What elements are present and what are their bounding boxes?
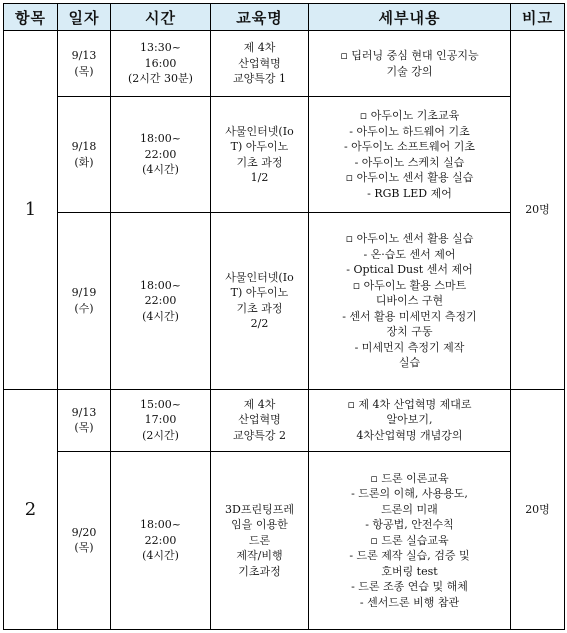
course-line: 기초 과정 (236, 301, 283, 315)
weekday-line: (목) (74, 541, 94, 555)
course-line: 3D프린팅프레 (225, 502, 294, 516)
header-course: 교육명 (211, 4, 309, 31)
detail-line: ▫ 아두이노 센서 활용 실습 (345, 171, 474, 185)
detail-line: - 센서드론 비행 참관 (359, 595, 460, 609)
detail-line: - RGB LED 제어 (367, 186, 452, 200)
course-cell (211, 213, 309, 389)
detail-line: 디바이스 구현 (375, 294, 444, 308)
detail-line: ▫ 드론 실습교육 (370, 533, 449, 547)
details-cell (309, 389, 511, 451)
item-number-cell: 2 (4, 389, 58, 629)
time-line: 22:00 (144, 294, 177, 308)
date-line: 9/20 (71, 525, 97, 539)
table-row (4, 451, 565, 629)
course-line: 1/2 (250, 171, 269, 185)
course-cell (211, 389, 309, 451)
date-cell (58, 389, 111, 451)
course-line: 임을 이용한 (231, 518, 288, 532)
detail-line: 4차산업혁명 개념강의 (356, 428, 463, 442)
detail-line: 실습 (398, 356, 421, 370)
detail-line: - 드론 조종 연습 및 해체 (351, 580, 468, 594)
course-line: 제 4차 (243, 41, 276, 55)
course-line: 제작/비행 (236, 549, 283, 563)
duration-line: (4시간) (142, 309, 179, 323)
details-cell (309, 97, 511, 213)
time-line: 15:00~ (140, 397, 181, 411)
duration-line: (2시간) (142, 428, 179, 442)
time-cell (111, 31, 211, 97)
details-cell (309, 213, 511, 389)
duration-line: (4시간) (142, 549, 179, 563)
table-row (4, 97, 565, 213)
time-line: 22:00 (144, 533, 177, 547)
detail-line: ▫ 아두이노 기초교육 (359, 109, 460, 123)
detail-line: 호버링 test (381, 564, 438, 578)
duration-line: (2시간 30분) (128, 72, 193, 86)
course-line: 교양특강 2 (233, 428, 286, 442)
date-cell (58, 451, 111, 629)
date-cell (58, 213, 111, 389)
table-row (4, 213, 565, 389)
item-number-cell: 1 (4, 31, 58, 390)
course-line: 기초 과정 (236, 155, 283, 169)
weekday-line: (목) (74, 421, 94, 435)
course-line: 2/2 (250, 317, 269, 331)
time-cell (111, 451, 211, 629)
detail-line: - 온·습도 센서 제어 (363, 247, 456, 261)
time-line: 22:00 (144, 147, 177, 161)
time-line: 18:00~ (140, 278, 181, 292)
detail-line: - 아두이노 스케치 실습 (354, 155, 465, 169)
duration-line: (4시간) (142, 163, 179, 177)
course-line: T) 아두이노 (230, 286, 289, 300)
time-line: 16:00 (144, 56, 177, 70)
detail-line: - 드론 제작 실습, 검증 및 (349, 549, 470, 563)
time-cell (111, 97, 211, 213)
detail-line: ▫ 드론 이론교육 (370, 471, 449, 485)
header-note: 비고 (511, 4, 565, 31)
schedule-table-wrapper (3, 3, 564, 630)
course-line: 기초과정 (238, 564, 281, 578)
course-line: 산업혁명 (238, 56, 281, 70)
detail-line: 드론의 미래 (381, 502, 438, 516)
date-line: 9/13 (71, 405, 97, 419)
time-line: 18:00~ (140, 518, 181, 532)
detail-line: ▫ 딥러닝 중심 현대 인공지능 (340, 49, 479, 63)
table-row (4, 389, 565, 451)
course-cell (211, 31, 309, 97)
course-line: 드론 (248, 533, 271, 547)
detail-line: - 센서 활용 미세먼지 측정기 (342, 309, 477, 323)
details-cell (309, 31, 511, 97)
detail-line: - 미세먼지 측정기 제작 (354, 340, 465, 354)
detail-line: - Optical Dust 센서 제어 (346, 263, 473, 277)
course-line: 제 4차 (243, 397, 276, 411)
table-row (4, 31, 565, 97)
note-cell: 20명 (511, 31, 565, 390)
weekday-line: (수) (74, 301, 94, 315)
header-time: 시간 (111, 4, 211, 31)
detail-line: - 아두이노 하드웨어 기초 (349, 124, 470, 138)
course-line: 산업혁명 (238, 413, 281, 427)
date-cell (58, 97, 111, 213)
details-cell (309, 451, 511, 629)
date-cell (58, 31, 111, 97)
time-line: 18:00~ (140, 132, 181, 146)
date-line: 9/18 (71, 140, 97, 154)
weekday-line: (화) (74, 155, 94, 169)
course-line: 사물인터넷(Io (225, 124, 294, 138)
time-line: 13:30~ (140, 41, 181, 55)
course-line: T) 아두이노 (230, 140, 289, 154)
header-item: 항목 (4, 4, 58, 31)
time-line: 17:00 (144, 413, 177, 427)
time-cell (111, 213, 211, 389)
header-row (4, 4, 565, 31)
detail-line: 알아보기, (386, 413, 433, 427)
time-cell (111, 389, 211, 451)
detail-line: ▫ 제 4차 산업혁명 제대로 (347, 397, 472, 411)
date-line: 9/19 (71, 286, 97, 300)
header-details: 세부내용 (309, 4, 511, 31)
detail-line: 장치 구동 (386, 325, 433, 339)
date-line: 9/13 (71, 49, 97, 63)
header-date: 일자 (58, 4, 111, 31)
course-cell (211, 451, 309, 629)
weekday-line: (목) (74, 64, 94, 78)
course-line: 교양특강 1 (233, 72, 286, 86)
course-cell (211, 97, 309, 213)
detail-line: 기술 강의 (386, 64, 433, 78)
note-cell: 20명 (511, 389, 565, 629)
course-line: 사물인터넷(Io (225, 270, 294, 284)
schedule-table (3, 3, 565, 630)
detail-line: ▫ 아두이노 센서 활용 실습 (345, 232, 474, 246)
detail-line: ▫ 아두이노 활용 스마트 (352, 278, 467, 292)
detail-line: - 항공법, 안전수칙 (365, 518, 454, 532)
detail-line: - 드론의 이해, 사용용도, (351, 487, 468, 501)
detail-line: - 아두이노 소프트웨어 기초 (343, 140, 476, 154)
